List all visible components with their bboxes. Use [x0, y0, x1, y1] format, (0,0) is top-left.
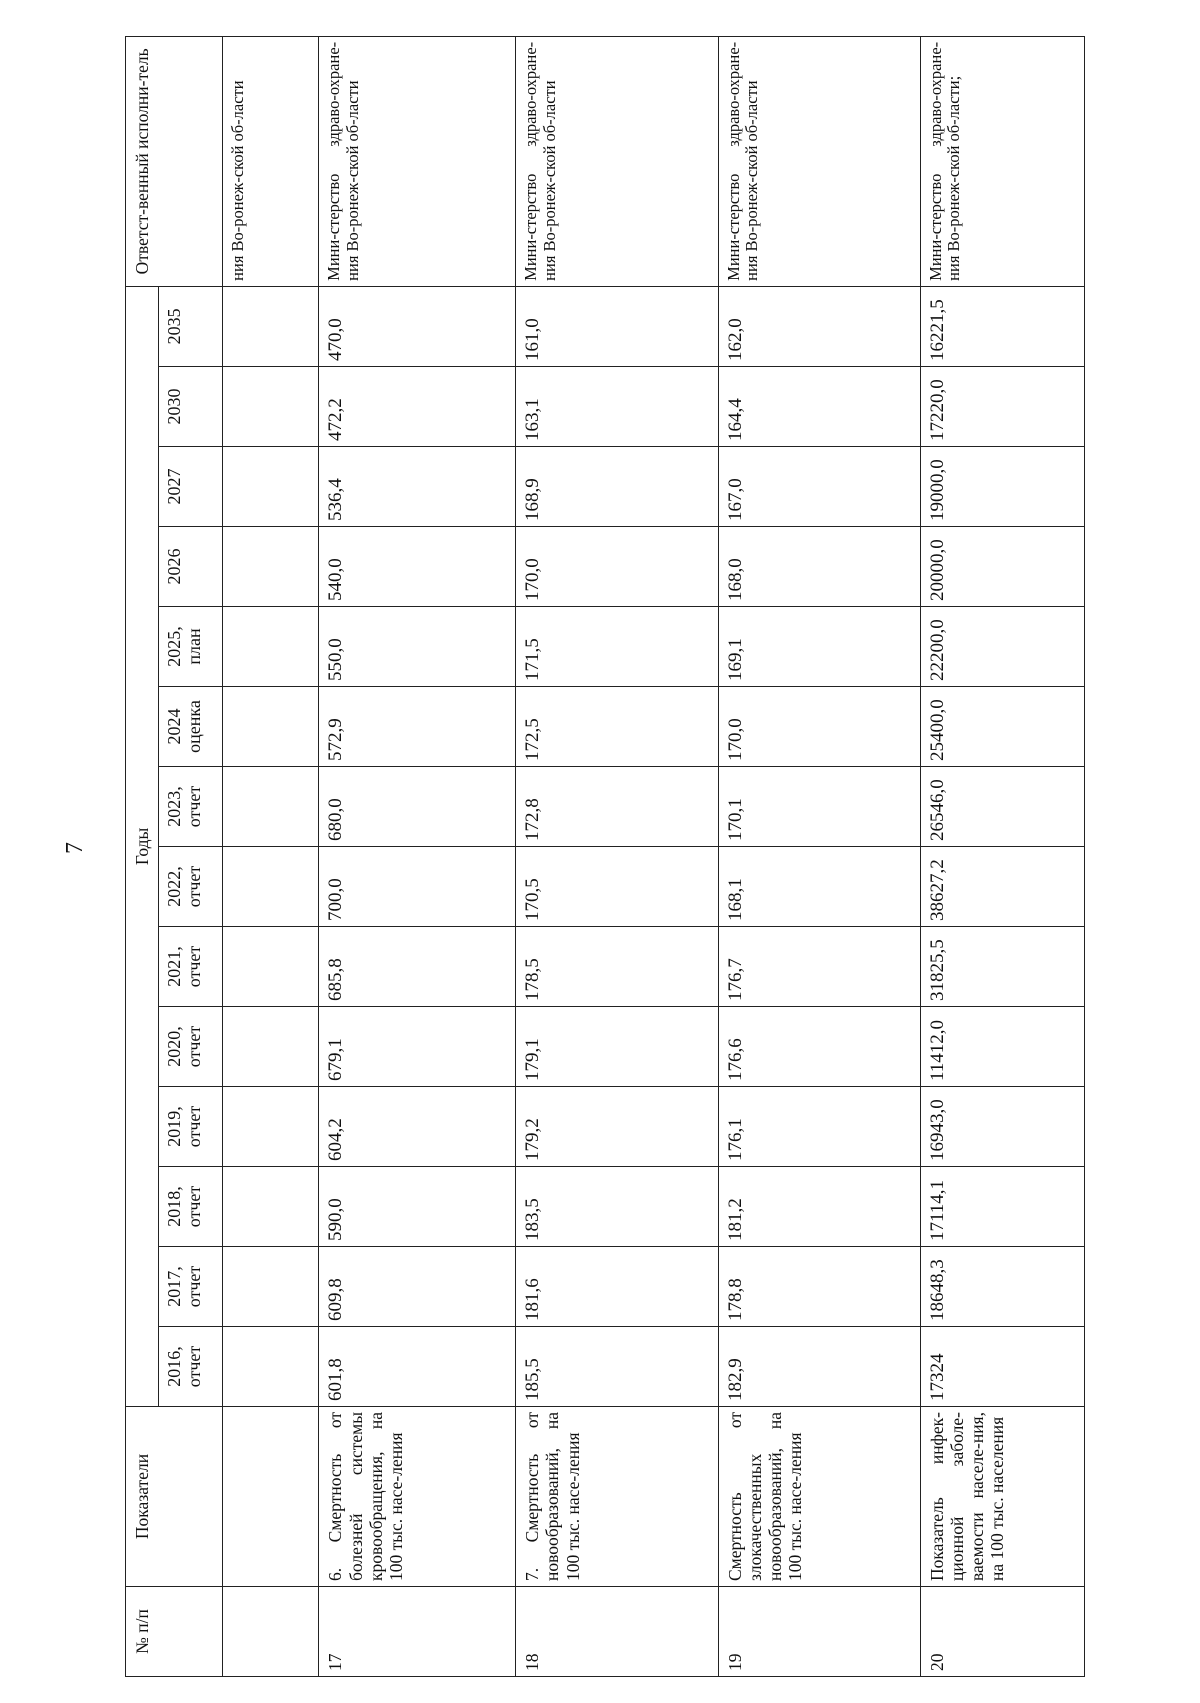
value-cell: 179,1: [516, 1007, 718, 1087]
table-row: [920, 36, 1084, 1676]
value-cell: 164,4: [718, 367, 920, 447]
row-number: 19: [718, 1587, 920, 1677]
row-number: 18: [516, 1587, 718, 1677]
value-cell: 25400,0: [920, 687, 1084, 767]
value-cell: 20000,0: [920, 527, 1084, 607]
header-year: 2027: [159, 447, 223, 527]
responsible-cell: ния Во-ронеж-ской об-ласти: [223, 36, 319, 286]
header-year: 2024 оценка: [159, 687, 223, 767]
table-cell: [223, 687, 319, 767]
value-cell: 540,0: [319, 527, 516, 607]
value-cell: 572,9: [319, 687, 516, 767]
value-cell: 17220,0: [920, 367, 1084, 447]
table-cell: [223, 767, 319, 847]
value-cell: 161,0: [516, 286, 718, 366]
header-year: 2019, отчет: [159, 1087, 223, 1167]
value-cell: 609,8: [319, 1247, 516, 1327]
value-cell: 11412,0: [920, 1007, 1084, 1087]
value-cell: 176,6: [718, 1007, 920, 1087]
value-cell: 590,0: [319, 1167, 516, 1247]
value-cell: 178,8: [718, 1247, 920, 1327]
value-cell: 163,1: [516, 367, 718, 447]
indicators-table: [125, 36, 1085, 1677]
header-indicator: Показатели: [126, 1407, 223, 1587]
table-row: [718, 36, 920, 1676]
indicator-cell: Показатель инфек-ционной заболе-ваемости населе-ния, на 100 тыс. населения: [920, 1407, 1084, 1587]
table-cell: [223, 286, 319, 366]
value-cell: 170,0: [718, 687, 920, 767]
value-cell: 19000,0: [920, 447, 1084, 527]
value-cell: 168,9: [516, 447, 718, 527]
row-number: 20: [920, 1587, 1084, 1677]
value-cell: 179,2: [516, 1087, 718, 1167]
value-cell: 176,1: [718, 1087, 920, 1167]
value-cell: 601,8: [319, 1327, 516, 1407]
value-cell: 167,0: [718, 447, 920, 527]
header-year: 2017, отчет: [159, 1247, 223, 1327]
value-cell: 472,2: [319, 367, 516, 447]
value-cell: 181,6: [516, 1247, 718, 1327]
row-number: 17: [319, 1587, 516, 1677]
table-cell: [223, 367, 319, 447]
header-year: 2035: [159, 286, 223, 366]
value-cell: 162,0: [718, 286, 920, 366]
value-cell: 17114,1: [920, 1167, 1084, 1247]
table-row-continuation: [223, 36, 319, 1676]
table-row: [516, 36, 718, 1676]
value-cell: 680,0: [319, 767, 516, 847]
header-year: 2020, отчет: [159, 1007, 223, 1087]
header-year: 2023, отчет: [159, 767, 223, 847]
value-cell: 182,9: [718, 1327, 920, 1407]
indicator-cell: 7. Смертность от новообразований, на 100 тыс. насе-ления: [516, 1407, 718, 1587]
table-cell: [223, 1327, 319, 1407]
header-year: 2025, план: [159, 607, 223, 687]
page-number: 7: [62, 842, 88, 854]
value-cell: 171,5: [516, 607, 718, 687]
indicator-cell: Смертность от злокачественных новообразований, на 100 тыс. насе-ления: [718, 1407, 920, 1587]
value-cell: 168,0: [718, 527, 920, 607]
responsible-cell: Мини-стерство здраво-охране-ния Во-ронеж-ской об-ласти: [718, 36, 920, 286]
value-cell: 16943,0: [920, 1087, 1084, 1167]
value-cell: 170,1: [718, 767, 920, 847]
header-year: 2021, отчет: [159, 927, 223, 1007]
table-cell: [223, 527, 319, 607]
header-responsible: Ответст-венный исполни-тель: [126, 36, 223, 286]
value-cell: 185,5: [516, 1327, 718, 1407]
value-cell: 176,7: [718, 927, 920, 1007]
table-cell: [223, 447, 319, 527]
header-year: 2030: [159, 367, 223, 447]
value-cell: 31825,5: [920, 927, 1084, 1007]
header-num: № п/п: [126, 1587, 223, 1677]
header-years-group: Годы: [126, 286, 159, 1406]
value-cell: 536,4: [319, 447, 516, 527]
value-cell: 170,0: [516, 527, 718, 607]
responsible-cell: Мини-стерство здраво-охране-ния Во-ронеж-ской об-ласти: [516, 36, 718, 286]
value-cell: 26546,0: [920, 767, 1084, 847]
responsible-cell: Мини-стерство здраво-охране-ния Во-ронеж-ской об-ласти: [319, 36, 516, 286]
value-cell: 679,1: [319, 1007, 516, 1087]
header-year: 2018, отчет: [159, 1167, 223, 1247]
value-cell: 172,8: [516, 767, 718, 847]
header-year: 2022, отчет: [159, 847, 223, 927]
table-cell: [223, 1167, 319, 1247]
value-cell: 183,5: [516, 1167, 718, 1247]
table-cell: [223, 1407, 319, 1587]
table-cell: [223, 1087, 319, 1167]
table-cell: [223, 1587, 319, 1677]
table-row: [319, 36, 516, 1676]
indicator-cell: 6. Смертность от болезней системы кровообращения, на 100 тыс. насе-ления: [319, 1407, 516, 1587]
value-cell: 550,0: [319, 607, 516, 687]
value-cell: 168,1: [718, 847, 920, 927]
value-cell: 17324: [920, 1327, 1084, 1407]
table-cell: [223, 847, 319, 927]
value-cell: 181,2: [718, 1167, 920, 1247]
value-cell: 470,0: [319, 286, 516, 366]
header-year: 2016, отчет: [159, 1327, 223, 1407]
responsible-cell: Мини-стерство здраво-охране-ния Во-ронеж-ской об-ласти;: [920, 36, 1084, 286]
value-cell: 604,2: [319, 1087, 516, 1167]
value-cell: 16221,5: [920, 286, 1084, 366]
table-cell: [223, 1247, 319, 1327]
header-year: 2026: [159, 527, 223, 607]
table-cell: [223, 1007, 319, 1087]
value-cell: 22200,0: [920, 607, 1084, 687]
value-cell: 170,5: [516, 847, 718, 927]
value-cell: 18648,3: [920, 1247, 1084, 1327]
value-cell: 685,8: [319, 927, 516, 1007]
value-cell: 38627,2: [920, 847, 1084, 927]
value-cell: 169,1: [718, 607, 920, 687]
value-cell: 172,5: [516, 687, 718, 767]
value-cell: 178,5: [516, 927, 718, 1007]
table-cell: [223, 927, 319, 1007]
table-cell: [223, 607, 319, 687]
value-cell: 700,0: [319, 847, 516, 927]
